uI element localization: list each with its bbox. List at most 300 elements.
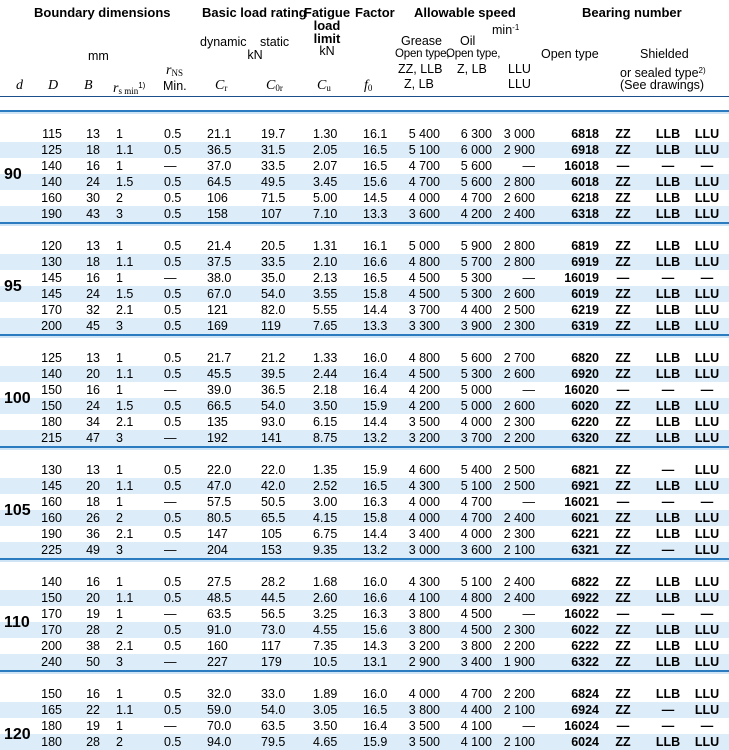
open-type-number-cell: 6822: [571, 575, 599, 589]
bore-diameter: 120: [4, 726, 31, 743]
speed-llu-cell: 2 800: [503, 175, 535, 189]
dynamic-load-cell: 160: [207, 639, 228, 653]
speed-llu-cell: 2 400: [503, 207, 535, 221]
speed-grease-cell: 4 600: [408, 463, 440, 477]
static-load-cell: 119: [261, 319, 281, 333]
zz-type-cell: ZZ: [615, 527, 631, 541]
width-cell: 13: [86, 127, 100, 141]
chamfer-rns-cell: 0.5: [164, 591, 182, 605]
factor-f0-cell: 16.4: [363, 383, 388, 397]
width-cell: 20: [86, 591, 100, 605]
header-unit-mm: mm: [88, 49, 109, 63]
speed-grease-cell: 3 200: [408, 639, 440, 653]
llb-type-cell: LLB: [655, 303, 681, 317]
llu-type-cell: LLU: [694, 431, 720, 445]
chamfer-rns-cell: 0.5: [164, 399, 182, 413]
symbol-rns: $r_{NS}$: [166, 63, 183, 78]
chamfer-rns-cell: —: [164, 607, 177, 621]
speed-oil-cell: 5 100: [460, 479, 492, 493]
factor-f0-cell: 14.5: [363, 191, 388, 205]
llu-type-cell: LLU: [694, 591, 720, 605]
width-cell: 20: [86, 367, 100, 381]
table-row: [0, 366, 729, 382]
chamfer-rns-cell: 0.5: [164, 175, 182, 189]
width-cell: 20: [86, 479, 100, 493]
dynamic-load-cell: 106: [207, 191, 228, 205]
fatigue-limit-cell: 5.55: [313, 303, 338, 317]
zz-type-cell: ZZ: [615, 367, 631, 381]
factor-f0-cell: 16.1: [363, 127, 388, 141]
llb-type-cell: LLB: [655, 255, 681, 269]
chamfer-rs-cell: 3: [116, 207, 123, 221]
open-type-number-cell: 16021: [564, 495, 599, 509]
open-type-number-cell: 6924: [571, 703, 599, 717]
speed-grease-cell: 4 500: [408, 287, 440, 301]
outer-diameter-cell: 130: [41, 255, 62, 269]
chamfer-rs-cell: 2: [116, 623, 123, 637]
chamfer-rns-cell: 0.5: [164, 127, 182, 141]
speed-oil-cell: 4 500: [460, 623, 492, 637]
speed-grease-cell: 3 700: [408, 303, 440, 317]
llb-type-cell: LLB: [655, 319, 681, 333]
width-cell: 50: [86, 655, 100, 669]
outer-diameter-cell: 140: [41, 175, 62, 189]
fatigue-limit-cell: 8.75: [313, 431, 338, 445]
zz-type-cell: ZZ: [615, 255, 631, 269]
speed-oil-cell: 4 000: [460, 527, 492, 541]
speed-llu-cell: —: [522, 719, 535, 733]
dynamic-load-cell: 66.5: [207, 399, 232, 413]
speed-llu-cell: 2 800: [503, 239, 535, 253]
speed-oil-cell: 5 100: [460, 575, 492, 589]
header-allowable-speed: Allowable speed: [414, 5, 516, 20]
speed-grease-cell: 3 400: [408, 527, 440, 541]
group-rule-shadow: [0, 448, 729, 450]
chamfer-rns-cell: 0.5: [164, 207, 182, 221]
table-row: [0, 430, 729, 446]
static-load-cell: 35.0: [261, 271, 286, 285]
width-cell: 18: [86, 495, 100, 509]
factor-f0-cell: 13.3: [363, 207, 388, 221]
speed-oil-cell: 6 300: [460, 127, 492, 141]
speed-grease-cell: 4 300: [408, 479, 440, 493]
fatigue-limit-cell: 1.30: [313, 127, 338, 141]
outer-diameter-cell: 125: [41, 143, 62, 157]
speed-oil-cell: 4 000: [460, 415, 492, 429]
chamfer-rs-cell: 1: [116, 351, 123, 365]
chamfer-rs-cell: 3: [116, 543, 123, 557]
llu-type-cell: LLU: [694, 479, 720, 493]
speed-oil-cell: 4 400: [460, 303, 492, 317]
fatigue-limit-cell: 2.52: [313, 479, 338, 493]
dynamic-load-cell: 158: [207, 207, 228, 221]
fatigue-limit-cell: 2.18: [313, 383, 338, 397]
llb-type-cell: LLB: [655, 431, 681, 445]
chamfer-rs-cell: 2.1: [116, 639, 134, 653]
width-cell: 13: [86, 351, 100, 365]
static-load-cell: 21.2: [261, 351, 286, 365]
outer-diameter-cell: 115: [42, 127, 62, 141]
zz-type-cell: ZZ: [615, 687, 631, 701]
speed-oil-cell: 4 500: [460, 607, 492, 621]
table-row: [0, 318, 729, 334]
fatigue-limit-cell: 7.65: [313, 319, 338, 333]
zz-type-cell: ZZ: [615, 463, 631, 477]
static-load-cell: 31.5: [261, 143, 286, 157]
static-load-cell: 42.0: [261, 479, 286, 493]
llb-type-cell: LLB: [655, 399, 681, 413]
zz-type-cell: ZZ: [615, 127, 631, 141]
bore-diameter: 90: [4, 166, 22, 183]
chamfer-rns-cell: —: [164, 159, 177, 173]
chamfer-rs-cell: 1: [116, 159, 123, 173]
dynamic-load-cell: 204: [207, 543, 228, 557]
dynamic-load-cell: 64.5: [207, 175, 232, 189]
dynamic-load-cell: 21.4: [207, 239, 232, 253]
zz-type-cell: ZZ: [615, 191, 631, 205]
zz-type-cell: —: [616, 383, 630, 397]
group-rule-shadow: [0, 560, 729, 562]
open-type-number-cell: 6818: [571, 127, 599, 141]
speed-grease-cell: 3 800: [408, 607, 440, 621]
speed-llu-cell: 2 400: [503, 511, 535, 525]
table-row: [0, 622, 729, 638]
chamfer-rs-cell: 3: [116, 431, 123, 445]
llu-type-cell: —: [700, 495, 714, 509]
fatigue-limit-cell: 7.35: [313, 639, 338, 653]
outer-diameter-cell: 225: [41, 543, 62, 557]
llb-type-cell: LLB: [655, 591, 681, 605]
static-load-cell: 54.0: [261, 399, 286, 413]
llb-type-cell: —: [661, 719, 675, 733]
zz-type-cell: —: [616, 719, 630, 733]
speed-oil-cell: 3 600: [460, 543, 492, 557]
llu-type-cell: LLU: [694, 575, 720, 589]
speed-llu-cell: —: [522, 271, 535, 285]
open-type-number-cell: 6820: [571, 351, 599, 365]
speed-llu-cell: 2 100: [503, 703, 535, 717]
static-load-cell: 49.5: [261, 175, 286, 189]
outer-diameter-cell: 140: [41, 159, 62, 173]
chamfer-rs-cell: 1.1: [116, 367, 134, 381]
fatigue-limit-cell: 3.05: [313, 703, 338, 717]
outer-diameter-cell: 140: [41, 367, 62, 381]
header-factor: Factor: [355, 5, 395, 20]
width-cell: 45: [86, 319, 100, 333]
open-type-number-cell: 6219: [571, 303, 599, 317]
dynamic-load-cell: 47.0: [207, 479, 232, 493]
static-load-cell: 141: [261, 431, 282, 445]
llu-type-cell: LLU: [694, 655, 720, 669]
open-type-number-cell: 6318: [571, 207, 599, 221]
open-type-number-cell: 6018: [571, 175, 599, 189]
speed-grease-cell: 4 800: [408, 351, 440, 365]
llu-type-cell: LLU: [694, 143, 720, 157]
dynamic-load-cell: 36.5: [207, 143, 232, 157]
width-cell: 34: [86, 415, 100, 429]
static-load-cell: 44.5: [261, 591, 286, 605]
symbol-rs-min: $r_{s min}^{1)}$: [113, 81, 146, 96]
static-load-cell: 71.5: [261, 191, 286, 205]
header-open-type: Open type: [541, 47, 599, 61]
llu-type-cell: LLU: [694, 303, 720, 317]
dynamic-load-cell: 57.5: [207, 495, 232, 509]
speed-grease-cell: 4 800: [408, 255, 440, 269]
zz-type-cell: ZZ: [615, 239, 631, 253]
chamfer-rns-cell: —: [164, 495, 177, 509]
dynamic-load-cell: 27.5: [207, 575, 232, 589]
symbol-cr: $C_r$: [215, 78, 228, 93]
open-type-number-cell: 6919: [571, 255, 599, 269]
llb-type-cell: LLB: [655, 239, 681, 253]
width-cell: 18: [86, 255, 100, 269]
zz-type-cell: ZZ: [615, 655, 631, 669]
outer-diameter-cell: 150: [41, 687, 62, 701]
open-type-number-cell: 6220: [571, 415, 599, 429]
chamfer-rns-cell: 0.5: [164, 367, 182, 381]
fatigue-limit-cell: 1.68: [313, 575, 338, 589]
factor-f0-cell: 13.2: [363, 543, 388, 557]
zz-type-cell: —: [616, 271, 630, 285]
factor-f0-cell: 15.8: [363, 511, 388, 525]
speed-oil-cell: 5 300: [460, 367, 492, 381]
table-row: [0, 142, 729, 158]
zz-type-cell: ZZ: [615, 623, 631, 637]
open-type-number-cell: 6920: [571, 367, 599, 381]
outer-diameter-cell: 180: [41, 415, 62, 429]
outer-diameter-cell: 150: [41, 383, 62, 397]
outer-diameter-cell: 140: [41, 575, 62, 589]
factor-f0-cell: 16.0: [363, 687, 388, 701]
fatigue-limit-cell: 9.35: [313, 543, 338, 557]
static-load-cell: 79.5: [261, 735, 286, 749]
header-open-type-grease: Open type,: [395, 48, 450, 60]
table-row: [0, 702, 729, 718]
table-row: [0, 414, 729, 430]
outer-diameter-cell: 190: [41, 207, 62, 221]
outer-diameter-cell: 215: [41, 431, 62, 445]
chamfer-rs-cell: 1: [116, 463, 123, 477]
static-load-cell: 153: [261, 543, 282, 557]
chamfer-rs-cell: 1.1: [116, 479, 134, 493]
factor-f0-cell: 16.5: [363, 271, 388, 285]
header-see-drawings: (See drawings): [620, 78, 705, 92]
fatigue-limit-cell: 2.10: [313, 255, 338, 269]
outer-diameter-cell: 200: [41, 319, 62, 333]
width-cell: 28: [86, 735, 100, 749]
chamfer-rns-cell: 0.5: [164, 527, 182, 541]
open-type-number-cell: 16024: [564, 719, 599, 733]
width-cell: 19: [86, 607, 100, 621]
speed-grease-cell: 4 500: [408, 271, 440, 285]
llu-type-cell: LLU: [694, 703, 720, 717]
dynamic-load-cell: 38.0: [207, 271, 232, 285]
open-type-number-cell: 6019: [571, 287, 599, 301]
factor-f0-cell: 15.9: [363, 399, 388, 413]
outer-diameter-cell: 145: [41, 271, 62, 285]
llb-type-cell: LLB: [655, 143, 681, 157]
chamfer-rns-cell: 0.5: [164, 191, 182, 205]
speed-oil-cell: 5 000: [460, 399, 492, 413]
factor-f0-cell: 16.5: [363, 479, 388, 493]
zz-type-cell: ZZ: [615, 735, 631, 749]
dynamic-load-cell: 32.0: [207, 687, 232, 701]
speed-llu-cell: 2 500: [503, 303, 535, 317]
speed-grease-cell: 4 000: [408, 191, 440, 205]
width-cell: 26: [86, 511, 100, 525]
outer-diameter-cell: 165: [41, 703, 62, 717]
factor-f0-cell: 16.6: [363, 255, 388, 269]
llb-type-cell: LLB: [655, 735, 681, 749]
dynamic-load-cell: 21.1: [207, 127, 232, 141]
open-type-number-cell: 6819: [571, 239, 599, 253]
outer-diameter-cell: 170: [41, 607, 62, 621]
dynamic-load-cell: 21.7: [207, 351, 232, 365]
width-cell: 16: [86, 271, 100, 285]
open-type-number-cell: 6921: [571, 479, 599, 493]
static-load-cell: 82.0: [261, 303, 286, 317]
dynamic-load-cell: 147: [207, 527, 228, 541]
header-unit-kn: kN: [247, 48, 263, 62]
chamfer-rs-cell: 1: [116, 719, 123, 733]
header-llu-oil: LLU: [508, 77, 531, 91]
speed-grease-cell: 3 300: [408, 319, 440, 333]
speed-llu-cell: 2 500: [503, 479, 535, 493]
group-rows: [0, 238, 729, 334]
table-row: [0, 510, 729, 526]
llb-type-cell: LLB: [655, 207, 681, 221]
chamfer-rs-cell: 2.1: [116, 303, 134, 317]
factor-f0-cell: 16.6: [363, 591, 388, 605]
llb-type-cell: —: [661, 271, 675, 285]
speed-oil-cell: 5 000: [460, 383, 492, 397]
width-cell: 32: [86, 303, 100, 317]
llu-type-cell: LLU: [694, 735, 720, 749]
width-cell: 49: [86, 543, 100, 557]
fatigue-limit-cell: 10.5: [313, 655, 338, 669]
width-cell: 13: [86, 463, 100, 477]
static-load-cell: 19.7: [261, 127, 286, 141]
zz-type-cell: ZZ: [615, 479, 631, 493]
bore-diameter: 110: [4, 614, 30, 631]
outer-diameter-cell: 170: [41, 623, 62, 637]
width-cell: 16: [86, 687, 100, 701]
chamfer-rns-cell: 0.5: [164, 463, 182, 477]
speed-grease-cell: 4 000: [408, 687, 440, 701]
llu-type-cell: —: [700, 159, 714, 173]
outer-diameter-cell: 145: [41, 479, 62, 493]
speed-llu-cell: 2 500: [503, 463, 535, 477]
header-static: static: [260, 35, 290, 49]
outer-diameter-cell: 180: [41, 735, 62, 749]
factor-f0-cell: 16.3: [363, 495, 388, 509]
chamfer-rns-cell: 0.5: [164, 239, 182, 253]
bore-diameter: 100: [4, 390, 31, 407]
factor-f0-cell: 16.1: [363, 239, 388, 253]
speed-oil-cell: 4 400: [460, 703, 492, 717]
speed-grease-cell: 3 500: [408, 719, 440, 733]
width-cell: 24: [86, 175, 100, 189]
llb-type-cell: LLB: [655, 655, 681, 669]
open-type-number-cell: 6322: [571, 655, 599, 669]
static-load-cell: 33.0: [261, 687, 286, 701]
speed-grease-cell: 3 800: [408, 623, 440, 637]
static-load-cell: 65.5: [261, 511, 286, 525]
table-row: [0, 398, 729, 414]
outer-diameter-cell: 130: [41, 463, 62, 477]
chamfer-rns-cell: —: [164, 271, 177, 285]
chamfer-rns-cell: 0.5: [164, 415, 182, 429]
zz-type-cell: ZZ: [615, 639, 631, 653]
table-row: [0, 126, 729, 142]
header-rule: [0, 96, 729, 97]
llu-type-cell: LLU: [694, 287, 720, 301]
header-bearing-number: Bearing number: [582, 5, 682, 20]
header-basic-load-rating: Basic load rating: [202, 5, 307, 20]
chamfer-rns-cell: 0.5: [164, 287, 182, 301]
speed-llu-cell: 2 300: [503, 319, 535, 333]
open-type-number-cell: 16018: [564, 159, 599, 173]
llb-type-cell: LLB: [655, 175, 681, 189]
fatigue-limit-cell: 3.00: [313, 495, 338, 509]
speed-oil-cell: 4 800: [460, 591, 492, 605]
static-load-cell: 20.5: [261, 239, 286, 253]
fatigue-limit-cell: 4.65: [313, 735, 338, 749]
fatigue-limit-cell: 7.10: [313, 207, 338, 221]
speed-oil-cell: 5 600: [460, 351, 492, 365]
group-rows: [0, 350, 729, 446]
table-row: [0, 638, 729, 654]
chamfer-rns-cell: 0.5: [164, 319, 182, 333]
llu-type-cell: LLU: [694, 623, 720, 637]
static-load-cell: 179: [261, 655, 282, 669]
group-rule-shadow: [0, 224, 729, 226]
table-row: [0, 494, 729, 510]
speed-grease-cell: 4 000: [408, 511, 440, 525]
static-load-cell: 56.5: [261, 607, 286, 621]
zz-type-cell: ZZ: [615, 303, 631, 317]
dynamic-load-cell: 70.0: [207, 719, 232, 733]
table-row: [0, 526, 729, 542]
factor-f0-cell: 16.0: [363, 351, 388, 365]
header-zz-llb: ZZ, LLB: [398, 62, 443, 76]
chamfer-rs-cell: 1: [116, 127, 123, 141]
chamfer-rs-cell: 1: [116, 271, 123, 285]
llb-type-cell: LLB: [655, 687, 681, 701]
header-fatigue: Fatigue: [303, 5, 351, 20]
dynamic-load-cell: 45.5: [207, 367, 232, 381]
chamfer-rs-cell: 3: [116, 319, 123, 333]
speed-oil-cell: 4 200: [460, 207, 492, 221]
dynamic-load-cell: 22.0: [207, 463, 232, 477]
zz-type-cell: —: [616, 159, 630, 173]
width-cell: 24: [86, 399, 100, 413]
header-llu-grease: LLU: [508, 62, 531, 76]
llb-type-cell: LLB: [655, 351, 681, 365]
llb-type-cell: LLB: [655, 415, 681, 429]
factor-f0-cell: 14.4: [363, 527, 388, 541]
speed-oil-cell: 4 700: [460, 511, 492, 525]
dynamic-load-cell: 37.5: [207, 255, 232, 269]
factor-f0-cell: 16.3: [363, 607, 388, 621]
dynamic-load-cell: 91.0: [207, 623, 232, 637]
chamfer-rs-cell: 2: [116, 191, 123, 205]
llu-type-cell: LLU: [694, 351, 720, 365]
factor-f0-cell: 16.0: [363, 575, 388, 589]
chamfer-rns-cell: —: [164, 543, 177, 557]
fatigue-limit-cell: 2.05: [313, 143, 338, 157]
chamfer-rs-cell: 1.5: [116, 175, 134, 189]
